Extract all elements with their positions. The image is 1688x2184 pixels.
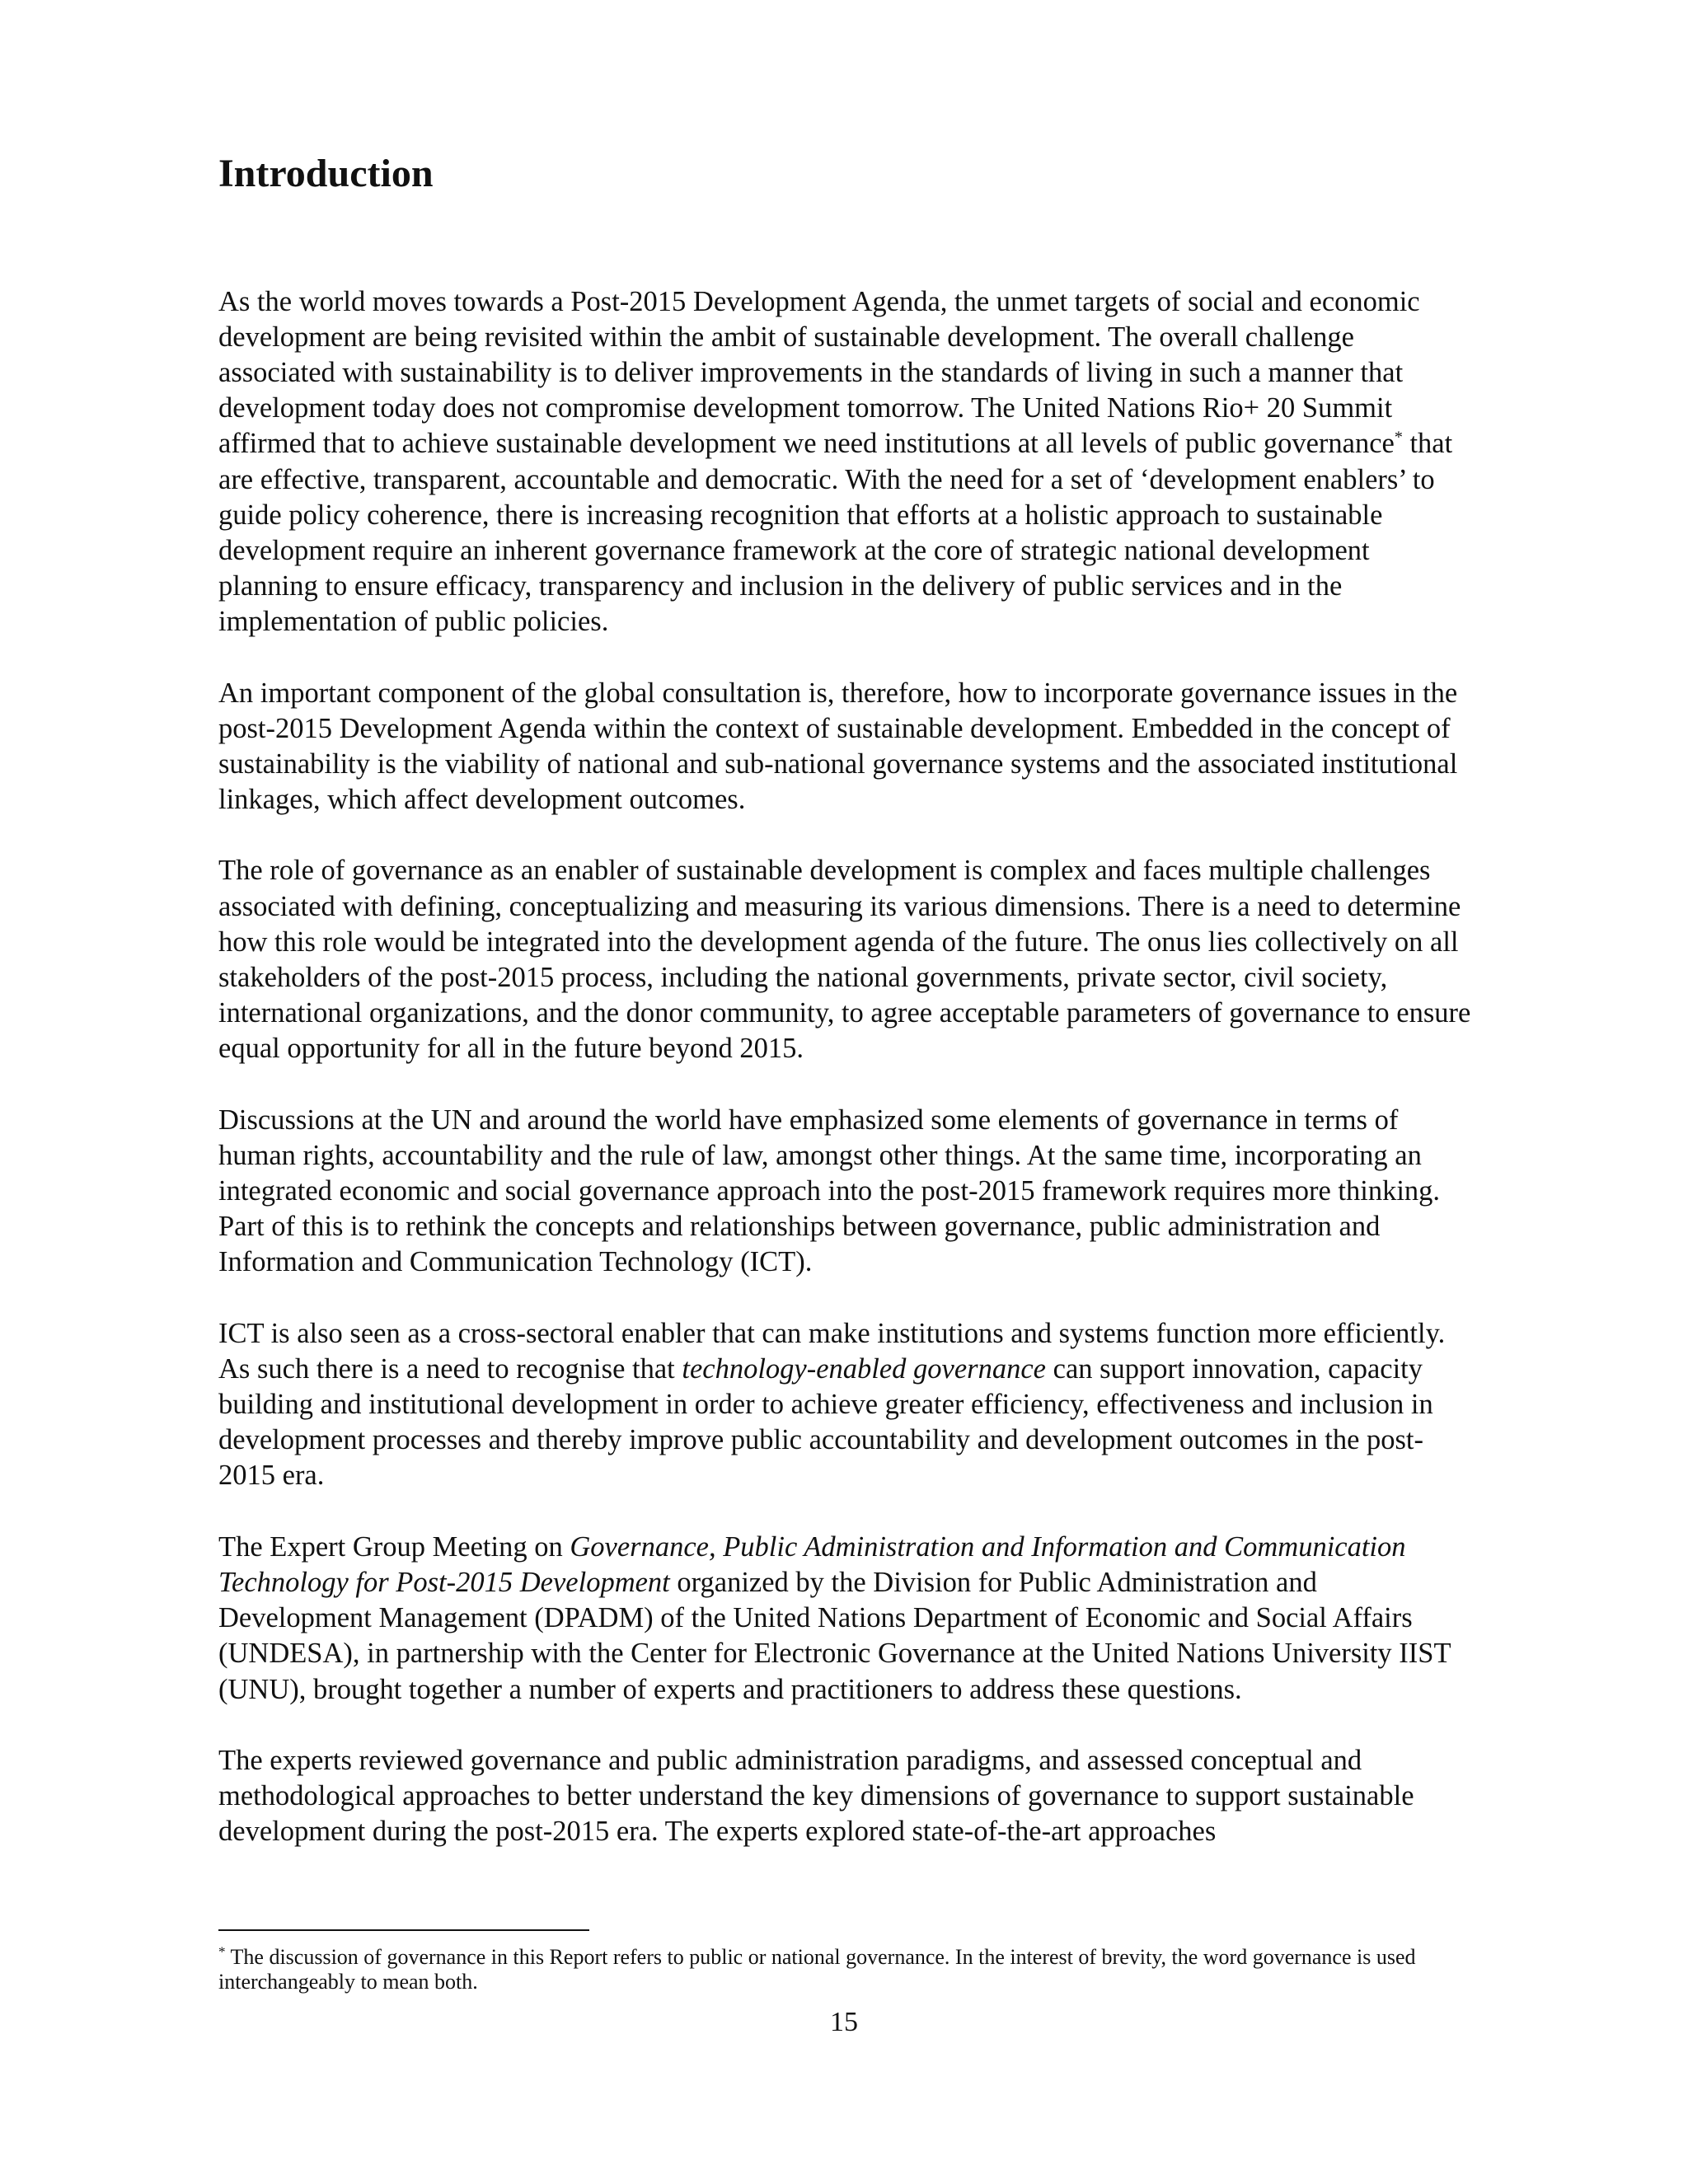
footnote-reference[interactable]: *	[1394, 428, 1403, 447]
paragraph-1-text-a: As the world moves towards a Post-2015 Development Agenda, the unmet targets of social and economic development are being revisited within the ambit of sustainable development. The overall challenge associated with sustainability is to deliver improvements in the standards of living in such a manner that development today does not compromise development tomorrow. The United Nations Rio+ 20 Summit affirmed that to achieve sustainable development we need institutions at all levels of public governance	[218, 285, 1420, 460]
footnote-divider	[218, 1929, 589, 1931]
paragraph-1-text-b: that are effective, transparent, accountable and democratic. With the need for a set of ‘development enablers’ to guide policy coherence, there is increasing recognition that efforts at a holistic approach to sustainable development require an inherent governance framework at the core of strategic national development planning to ensure efficacy, transparency and inclusion in the delivery of public services and in the implementation of public policies.	[218, 428, 1453, 638]
footnote-mark: *	[218, 1943, 226, 1960]
paragraph-4: Discussions at the UN and around the world have emphasized some elements of governance in terms of human rights, accountability and the rule of law, amongst other things. At the same time, incorporating an integrated economic and social governance approach into the post-2015 framework requires more thinking. Part of this is to rethink the concepts and relationships between governance, public administration and Information and Communication Technology (ICT).	[218, 1104, 1441, 1278]
paragraph-5	[218, 1316, 1475, 1494]
page-content	[218, 140, 1475, 1885]
paragraph-6-text-a: The Expert Group Meeting on	[218, 1530, 570, 1563]
paragraph-5-text-a: ICT is also seen as a cross-sectoral enabler that can make institutions and systems function more efficiently. As such there is a need to recognise that	[218, 1317, 1446, 1385]
paragraph-3: The role of governance as an enabler of sustainable development is complex and faces multiple challenges associated with defining, conceptualizing and measuring its various dimensions. There is a need to determine how this role would be integrated into the development agenda of the future. The onus lies collectively on all stakeholders of the post-2015 process, including the national governments, private sector, civil society, international organizations, and the donor community, to agree acceptable parameters of governance to ensure equal opportunity for all in the future beyond 2015.	[218, 855, 1471, 1065]
paragraph-7: The experts reviewed governance and public administration paradigms, and assessed conceptual and methodological approaches to better understand the key dimensions of governance to support sustainable development during the post-2015 era. The experts explored state-of-the-art approaches	[218, 1744, 1414, 1848]
page-number: 15	[830, 2007, 858, 2037]
paragraph-6-italic: Governance, Public Administration and Information and Communication Technology for Post-2015 Development	[218, 1530, 1406, 1598]
paragraph-5-text-b: can support innovation, capacity building and institutional development in order to achieve greater efficiency, effectiveness and inclusion in development processes and thereby improve public accountability and development outcomes in the post-2015 era.	[218, 1352, 1433, 1492]
paragraph-6-text-b: organized by the Division for Public Administration and Development Management (DPADM) of the United Nations Department of Economic and Social Affairs (UNDESA), in partnership with the Center for Electronic Governance at the United Nations University IIST (UNU), brought together a number of experts and practitioners to address these questions.	[218, 1566, 1451, 1705]
page-title: Introduction	[218, 152, 434, 195]
paragraph-1	[218, 284, 1475, 640]
footnote	[218, 1945, 1475, 1994]
paragraph-5-italic: technology-enabled governance	[682, 1352, 1046, 1385]
paragraph-6	[218, 1530, 1475, 1708]
body-text	[218, 284, 1475, 1850]
paragraph-2: An important component of the global consultation is, therefore, how to incorporate governance issues in the post-2015 Development Agenda within the context of sustainable development. Embedded in the concept of sustainability is the viability of national and sub-national governance systems and the associated institutional linkages, which affect development outcomes.	[218, 677, 1458, 816]
footnote-text: The discussion of governance in this Report refers to public or national governance. In the interest of brevity, the word governance is used interchangeably to mean both.	[218, 1945, 1416, 1994]
